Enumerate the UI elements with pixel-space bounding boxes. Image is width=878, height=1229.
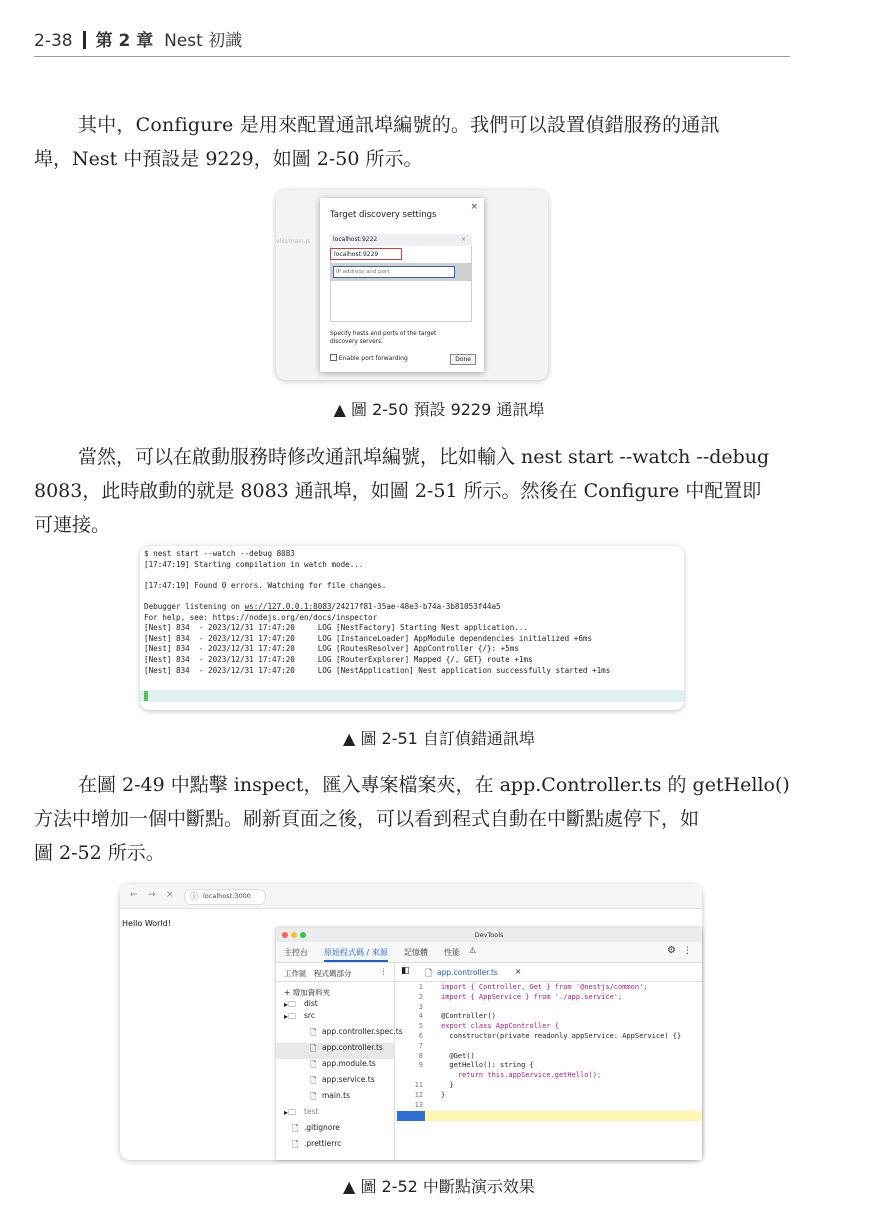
toggle-navigator-icon[interactable]: ◧ <box>401 966 410 976</box>
window-close-dot[interactable] <box>282 932 288 938</box>
settings-icon[interactable]: ⚙ <box>667 945 676 956</box>
dialog-title: Target discovery settings <box>330 210 437 220</box>
page-header <box>34 26 790 57</box>
file-icon: 🗋 <box>310 1076 317 1085</box>
line-number[interactable]: 9 <box>418 1061 423 1070</box>
paragraph-3 <box>34 768 792 870</box>
navigator-subtabs <box>276 963 394 982</box>
tree-folder[interactable] <box>276 1011 394 1027</box>
code-text: @Controller() <box>441 1012 496 1021</box>
window-zoom-dot[interactable] <box>300 932 306 938</box>
performance-icon: ⚠ <box>469 946 477 955</box>
terminal-line <box>144 591 610 602</box>
code-line <box>395 1091 702 1101</box>
line-number[interactable]: 7 <box>418 1041 423 1050</box>
tree-file[interactable] <box>276 1123 394 1139</box>
terminal-line: [Nest] 834 - 2023/12/31 17:47:20 LOG [NestApplication] Nest application successfully started +1ms <box>144 665 611 675</box>
code-text: constructor(private readonly appService: AppService) {} <box>441 1031 682 1040</box>
remove-icon[interactable]: × <box>460 236 466 243</box>
background-text: vlib/main.js <box>276 238 311 245</box>
folder-icon: ▸🗀 <box>284 1012 297 1021</box>
terminal-cursor <box>144 691 148 701</box>
tree-item-label: .gitignore <box>304 1123 340 1132</box>
tree-file[interactable] <box>276 1139 394 1155</box>
code-text: import { Controller, Get } from '@nestjs/common'; <box>441 983 648 991</box>
terminal-line: [17:47:19] Found 0 errors. Watching for file changes. <box>144 580 387 590</box>
line-number[interactable]: 12 <box>414 1090 423 1099</box>
tree-file[interactable] <box>276 1075 394 1091</box>
code-text: return this.appService.getHello(); <box>441 1071 602 1080</box>
code-line <box>395 1081 702 1091</box>
file-icon: 🗋 <box>310 1044 317 1053</box>
line-number[interactable]: 6 <box>418 1031 423 1040</box>
subtab-workspace[interactable]: 工作區 <box>284 969 307 978</box>
terminal-line: Debugger listening on ws://127.0.0.1:8083/24217f81-35ae-48e3-b74a-3b81053f44a5 <box>144 601 501 611</box>
code-line <box>395 983 702 993</box>
tree-item-label: app.controller.ts <box>322 1043 383 1052</box>
folder-icon: ▸🗀 <box>284 1108 297 1117</box>
checkbox[interactable] <box>330 354 337 361</box>
paragraph-line: 可連接。 <box>34 514 111 536</box>
code-text: getHello(): string { <box>441 1061 534 1070</box>
tree-folder[interactable] <box>276 999 394 1011</box>
input-row <box>330 263 472 281</box>
tab-performance[interactable]: 性能 <box>444 948 460 957</box>
tree-file[interactable] <box>276 1059 394 1075</box>
url-text: localhost:3000 <box>203 892 251 900</box>
back-icon[interactable]: ← <box>130 890 138 900</box>
checkbox-label: Enable port forwarding <box>338 355 408 362</box>
code-line <box>395 1061 702 1071</box>
subtab-snippets[interactable]: 程式碼部分 <box>314 969 352 978</box>
terminal-line: [Nest] 834 - 2023/12/31 17:47:20 LOG [RouterExplorer] Mapped {/, GET} route +1ms <box>144 654 533 664</box>
figure-target-discovery <box>276 190 548 380</box>
code-text: export class AppController { <box>441 1022 560 1031</box>
code-view <box>395 983 702 1110</box>
tree-folder[interactable] <box>276 1107 394 1123</box>
line-number[interactable]: 5 <box>418 1022 423 1031</box>
page-content-text: Hello World! <box>122 919 171 928</box>
terminal-line: [17:47:19] Starting compilation in watch mode... <box>144 559 364 569</box>
caption-fig-2-50: ▲ 圖 2-50 預設 9229 通訊埠 <box>333 400 545 419</box>
devtools-title: DevTools <box>474 931 504 939</box>
tree-item-label: .prettierrc <box>304 1139 342 1148</box>
terminal-line: For help, see: https://nodejs.org/en/docs/inspector <box>144 612 378 622</box>
code-line <box>395 1101 702 1111</box>
devtools-window <box>276 928 702 1160</box>
line-number[interactable]: 2 <box>418 992 423 1001</box>
tree-file[interactable] <box>276 1091 394 1107</box>
window-minimize-dot[interactable] <box>291 932 297 938</box>
open-file-tab[interactable]: app.controller.ts <box>437 968 498 977</box>
paragraph-line: 方法中增加一個中斷點。刷新頁面之後，可以看到程式自動在中斷點處停下，如 <box>34 808 700 830</box>
help-line: Specify hosts and ports of the target <box>330 331 437 337</box>
done-button[interactable]: Done <box>450 354 476 365</box>
line-number[interactable]: 3 <box>418 1002 423 1011</box>
target-discovery-dialog <box>320 198 484 372</box>
tree-item-label: dist <box>304 999 318 1008</box>
tree-file[interactable] <box>276 1027 403 1043</box>
forward-icon[interactable]: → <box>148 890 156 900</box>
tree-item-label: test <box>304 1107 319 1116</box>
paragraph-line: 埠，Nest 中預設是 9229，如圖 2-50 所示。 <box>34 148 423 170</box>
file-icon: 🗋 <box>310 1060 317 1069</box>
host-entry-label: localhost:9222 <box>333 236 378 243</box>
info-icon: ⓘ <box>190 892 198 901</box>
devtools-titlebar <box>276 928 702 942</box>
paused-line-highlight <box>395 1111 702 1121</box>
terminal-line: $ nest start --watch --debug 8083 <box>144 549 295 558</box>
code-line <box>395 1032 702 1042</box>
tab-sources[interactable]: 原始程式碼 / 來源 <box>324 947 388 962</box>
code-text: } <box>441 1090 446 1099</box>
code-line <box>395 993 702 1003</box>
navigator-more-icon[interactable]: ⋮ <box>380 967 388 976</box>
more-icon[interactable]: ⋮ <box>683 946 692 956</box>
code-line <box>395 1003 702 1013</box>
file-icon: 🗋 <box>292 1124 299 1133</box>
paragraph-line: 圖 2-52 所示。 <box>34 842 165 864</box>
paragraph-line: 當然，可以在啟動服務時修改通訊埠編號，比如輸入 nest start --watch --debug <box>78 446 770 468</box>
file-icon: 🗋 <box>425 969 433 979</box>
host-entry-9222[interactable] <box>330 234 472 246</box>
tree-item-label: app.service.ts <box>322 1075 375 1084</box>
terminal-line: [Nest] 834 - 2023/12/31 17:47:20 LOG [NestFactory] Starting Nest application... <box>144 623 529 633</box>
code-line <box>395 1012 702 1022</box>
header-separator <box>83 31 86 49</box>
tree-item-label: src <box>304 1011 315 1020</box>
paragraph-2 <box>34 440 792 542</box>
editor-pane <box>395 963 702 1160</box>
tree-file[interactable] <box>276 1043 394 1059</box>
tree-item-label: main.ts <box>322 1091 350 1100</box>
tab-memory[interactable]: 記憶體 <box>404 948 428 957</box>
tree-item-label: app.controller.spec.ts <box>322 1027 403 1036</box>
file-tree <box>276 999 403 1155</box>
devtools-tabbar <box>276 942 702 963</box>
terminal-cursor-line <box>140 690 684 702</box>
line-number[interactable]: 4 <box>418 1012 423 1021</box>
paragraph-1 <box>34 108 792 176</box>
close-file-tab-icon[interactable]: × <box>515 967 522 976</box>
close-icon[interactable]: × <box>470 202 478 212</box>
figure-devtools <box>120 884 702 1160</box>
line-number[interactable]: 10 <box>414 1071 423 1080</box>
add-folder-button[interactable]: + 增加資料夾 <box>284 988 331 997</box>
caption-fig-2-52: ▲ 圖 2-52 中斷點演示效果 <box>343 1177 535 1196</box>
file-icon: 🗋 <box>310 1028 317 1037</box>
paragraph-line: 其中，Configure 是用來配置通訊埠編號的。我們可以設置偵錯服務的通訊 <box>78 114 720 136</box>
code-line <box>395 1052 702 1062</box>
host-entry-9229[interactable]: localhost:9229 <box>330 248 402 260</box>
help-text <box>330 330 436 346</box>
line-number[interactable]: 8 <box>418 1051 423 1060</box>
code-line <box>395 1022 702 1032</box>
tab-console[interactable]: 主控台 <box>284 948 308 957</box>
breakpoint-marker[interactable] <box>397 1111 425 1121</box>
terminal-line: [Nest] 834 - 2023/12/31 17:47:20 LOG [RoutesResolver] AppController {/}: +5ms <box>144 644 519 654</box>
caption-fig-2-51: ▲ 圖 2-51 自訂偵錯通訊埠 <box>343 729 535 748</box>
chapter-label: 第 2 章 <box>95 31 154 51</box>
address-bar[interactable] <box>184 889 266 905</box>
port-forwarding-option[interactable] <box>330 354 408 362</box>
chapter-title: Nest 初識 <box>164 31 243 51</box>
page-number: 2-38 <box>34 31 73 51</box>
line-number[interactable]: 11 <box>414 1080 423 1089</box>
folder-icon: ▸🗀 <box>284 1000 297 1009</box>
tree-item-label: app.module.ts <box>322 1059 376 1068</box>
code-line <box>395 1071 702 1081</box>
editor-tabbar <box>395 963 702 982</box>
code-text: @Get() <box>441 1051 475 1060</box>
figure-terminal <box>140 546 684 710</box>
line-number[interactable]: 13 <box>414 1100 423 1109</box>
paragraph-line: 8083，此時啟動的就是 8083 通訊埠，如圖 2-51 所示。然後在 Configure 中配置即 <box>34 480 762 502</box>
browser-toolbar <box>120 884 702 909</box>
terminal-output <box>144 549 610 676</box>
host-input[interactable]: IP address and port <box>333 266 455 278</box>
terminal-line: [Nest] 834 - 2023/12/31 17:47:20 LOG [InstanceLoader] AppModule dependencies initialized +6ms <box>144 633 593 643</box>
help-line: discovery servers. <box>330 339 383 345</box>
file-icon: 🗋 <box>292 1140 299 1149</box>
paragraph-line: 在圖 2-49 中點擊 inspect，匯入專案檔案夾，在 app.Controller.ts 的 getHello() <box>78 774 790 796</box>
file-icon: 🗋 <box>310 1092 317 1101</box>
code-line <box>395 1042 702 1052</box>
close-tab-icon[interactable]: × <box>166 890 174 900</box>
code-text: } <box>441 1080 454 1089</box>
code-text: import { AppService } from './app.service'; <box>441 992 623 1001</box>
navigator-pane <box>276 963 403 1160</box>
terminal-line <box>144 570 610 581</box>
line-number[interactable]: 1 <box>418 983 423 991</box>
